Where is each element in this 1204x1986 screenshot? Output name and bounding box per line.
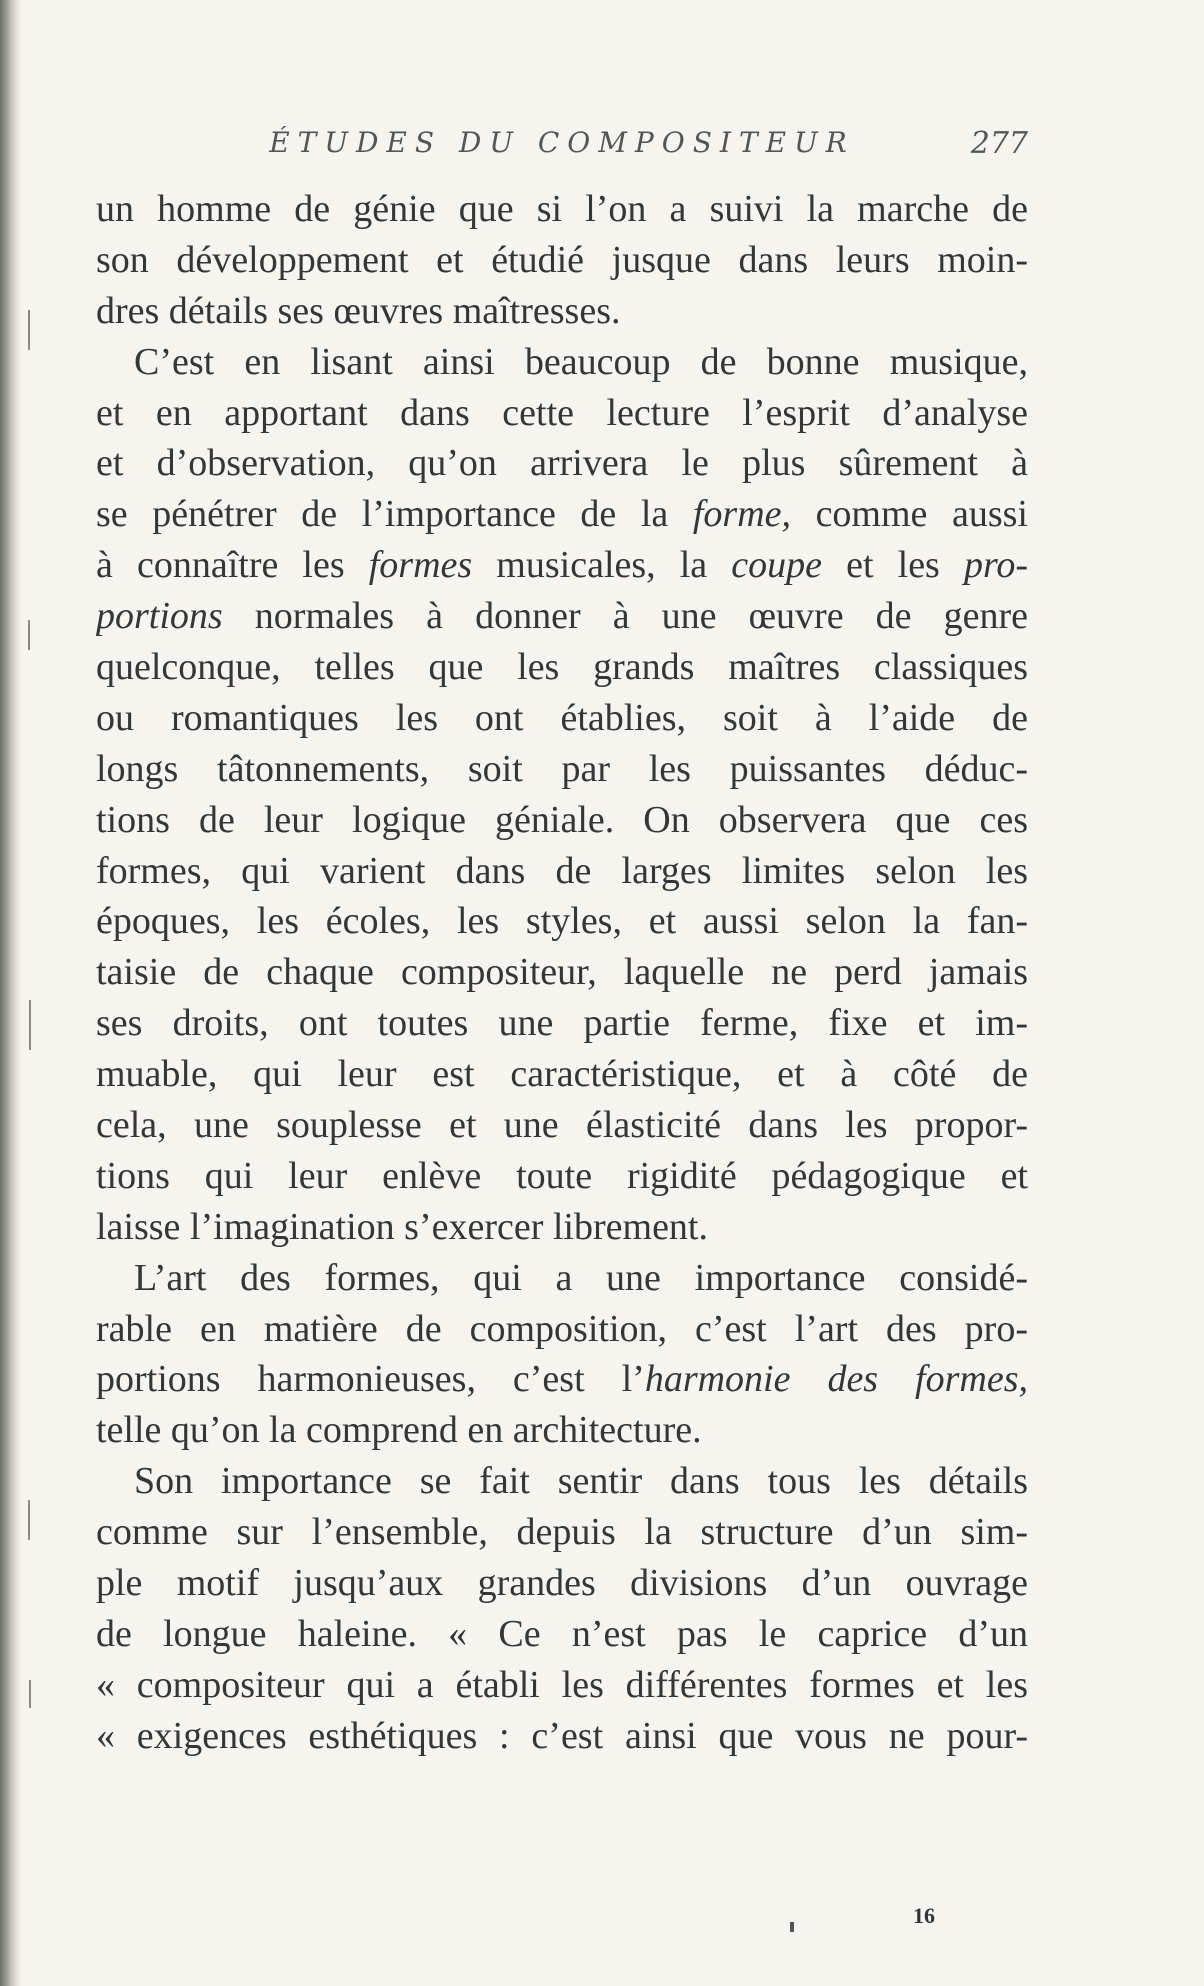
italic-text: pro- (963, 544, 1028, 587)
text-line (96, 1660, 1028, 1711)
text-line (96, 1609, 1028, 1660)
text-line (96, 1354, 1028, 1405)
line-text: quelconque, telles que les grands maîtres classiques (96, 646, 1028, 689)
text-line (96, 846, 1028, 897)
line-text: Son importance se fait sentir dans tous les détails (134, 1460, 1028, 1503)
binding-marks (26, 0, 36, 1986)
italic-text: coupe (731, 544, 823, 587)
line-text: C’est en lisant ainsi beaucoup de bonne musique, (134, 340, 1028, 383)
line-text: époques, les écoles, les styles, et aussi selon la fan- (96, 900, 1028, 943)
text-line (96, 438, 1028, 489)
line-text: formes, qui varient dans de larges limites selon les (96, 849, 1028, 892)
italic-text: formes (368, 544, 473, 587)
line-text: portions harmonieuses, c’est l’ (96, 1358, 645, 1401)
text-line (96, 1049, 1028, 1100)
text-line (96, 540, 1028, 591)
body-text (96, 184, 1028, 1762)
line-text: et en apportant dans cette lecture l’esprit d’analyse (96, 391, 1028, 434)
text-line (96, 1405, 1028, 1456)
text-line (96, 235, 1028, 286)
signature-mark: 16 (913, 1903, 935, 1928)
line-text: muable, qui leur est caractéristique, et à côté de (96, 1053, 1028, 1096)
line-text: « compositeur qui a établi les différentes formes et les (96, 1663, 1028, 1706)
text-line (96, 591, 1028, 642)
text-line (96, 1100, 1028, 1151)
text-line (96, 1711, 1028, 1762)
line-text: laisse l’imagination s’exercer librement. (96, 1205, 708, 1248)
line-text: tions de leur logique géniale. On observera que ces (96, 798, 1028, 841)
line-text: de longue haleine. « Ce n’est pas le caprice d’un (96, 1612, 1028, 1655)
line-text: se pénétrer de l’importance de la (96, 493, 693, 536)
text-line (96, 286, 1028, 337)
text-line (96, 184, 1028, 235)
line-text: musicales, la (472, 544, 732, 587)
line-text: et les (822, 544, 964, 587)
line-text: comme sur l’ensemble, depuis la structure d’un sim- (96, 1511, 1028, 1554)
ink-speck (790, 1922, 794, 1932)
line-text: tions qui leur enlève toute rigidité pédagogique et (96, 1154, 1028, 1197)
text-line (96, 1304, 1028, 1355)
page-binding-edge (0, 0, 22, 1986)
line-text: et d’observation, qu’on arrivera le plus sûrement à (96, 442, 1028, 485)
line-text: ou romantiques les ont établies, soit à l’aide de (96, 696, 1028, 739)
line-text: ses droits, ont toutes une partie ferme, fixe et im- (96, 1002, 1028, 1045)
text-line (96, 896, 1028, 947)
text-line (96, 642, 1028, 693)
line-text: ple motif jusqu’aux grandes divisions d’un ouvrage (96, 1562, 1028, 1605)
text-line (96, 1151, 1028, 1202)
text-line (96, 1558, 1028, 1609)
text-line (96, 1507, 1028, 1558)
text-line (96, 998, 1028, 1049)
text-line (96, 1456, 1028, 1507)
running-title: ÉTUDES DU COMPOSITEUR (269, 126, 855, 159)
line-text: longs tâtonnements, soit par les puissantes déduc- (96, 747, 1028, 790)
text-line (96, 388, 1028, 439)
text-line (96, 489, 1028, 540)
line-text: à connaître les (96, 544, 369, 587)
line-text: L’art des formes, qui a une importance considé- (134, 1256, 1028, 1299)
text-line (96, 337, 1028, 388)
line-text: « exigences esthétiques : c’est ainsi que vous ne pour- (96, 1714, 1028, 1757)
text-line (96, 947, 1028, 998)
italic-text: harmonie des formes, (644, 1358, 1028, 1401)
text-line (96, 693, 1028, 744)
text-line (96, 1253, 1028, 1304)
running-header (96, 126, 1028, 166)
line-text: un homme de génie que si l’on a suivi la marche de (96, 188, 1028, 230)
line-text: comme aussi (791, 493, 1028, 536)
line-text: normales à donner à une œuvre de genre (222, 595, 1028, 638)
text-line (96, 744, 1028, 795)
line-text: cela, une souplesse et une élasticité dans les propor- (96, 1104, 1028, 1147)
line-text: rable en matière de composition, c’est l’art des pro- (96, 1307, 1028, 1350)
text-line (96, 1202, 1028, 1253)
text-line (96, 795, 1028, 846)
italic-text: portions (96, 595, 223, 638)
line-text: telle qu’on la comprend en architecture. (96, 1409, 702, 1452)
line-text: taisie de chaque compositeur, laquelle ne perd jamais (96, 951, 1028, 994)
page-number: 277 (970, 126, 1028, 161)
italic-text: forme, (692, 493, 791, 536)
line-text: son développement et étudié jusque dans leurs moin- (96, 238, 1028, 281)
line-text: dres détails ses œuvres maîtresses. (96, 289, 621, 332)
